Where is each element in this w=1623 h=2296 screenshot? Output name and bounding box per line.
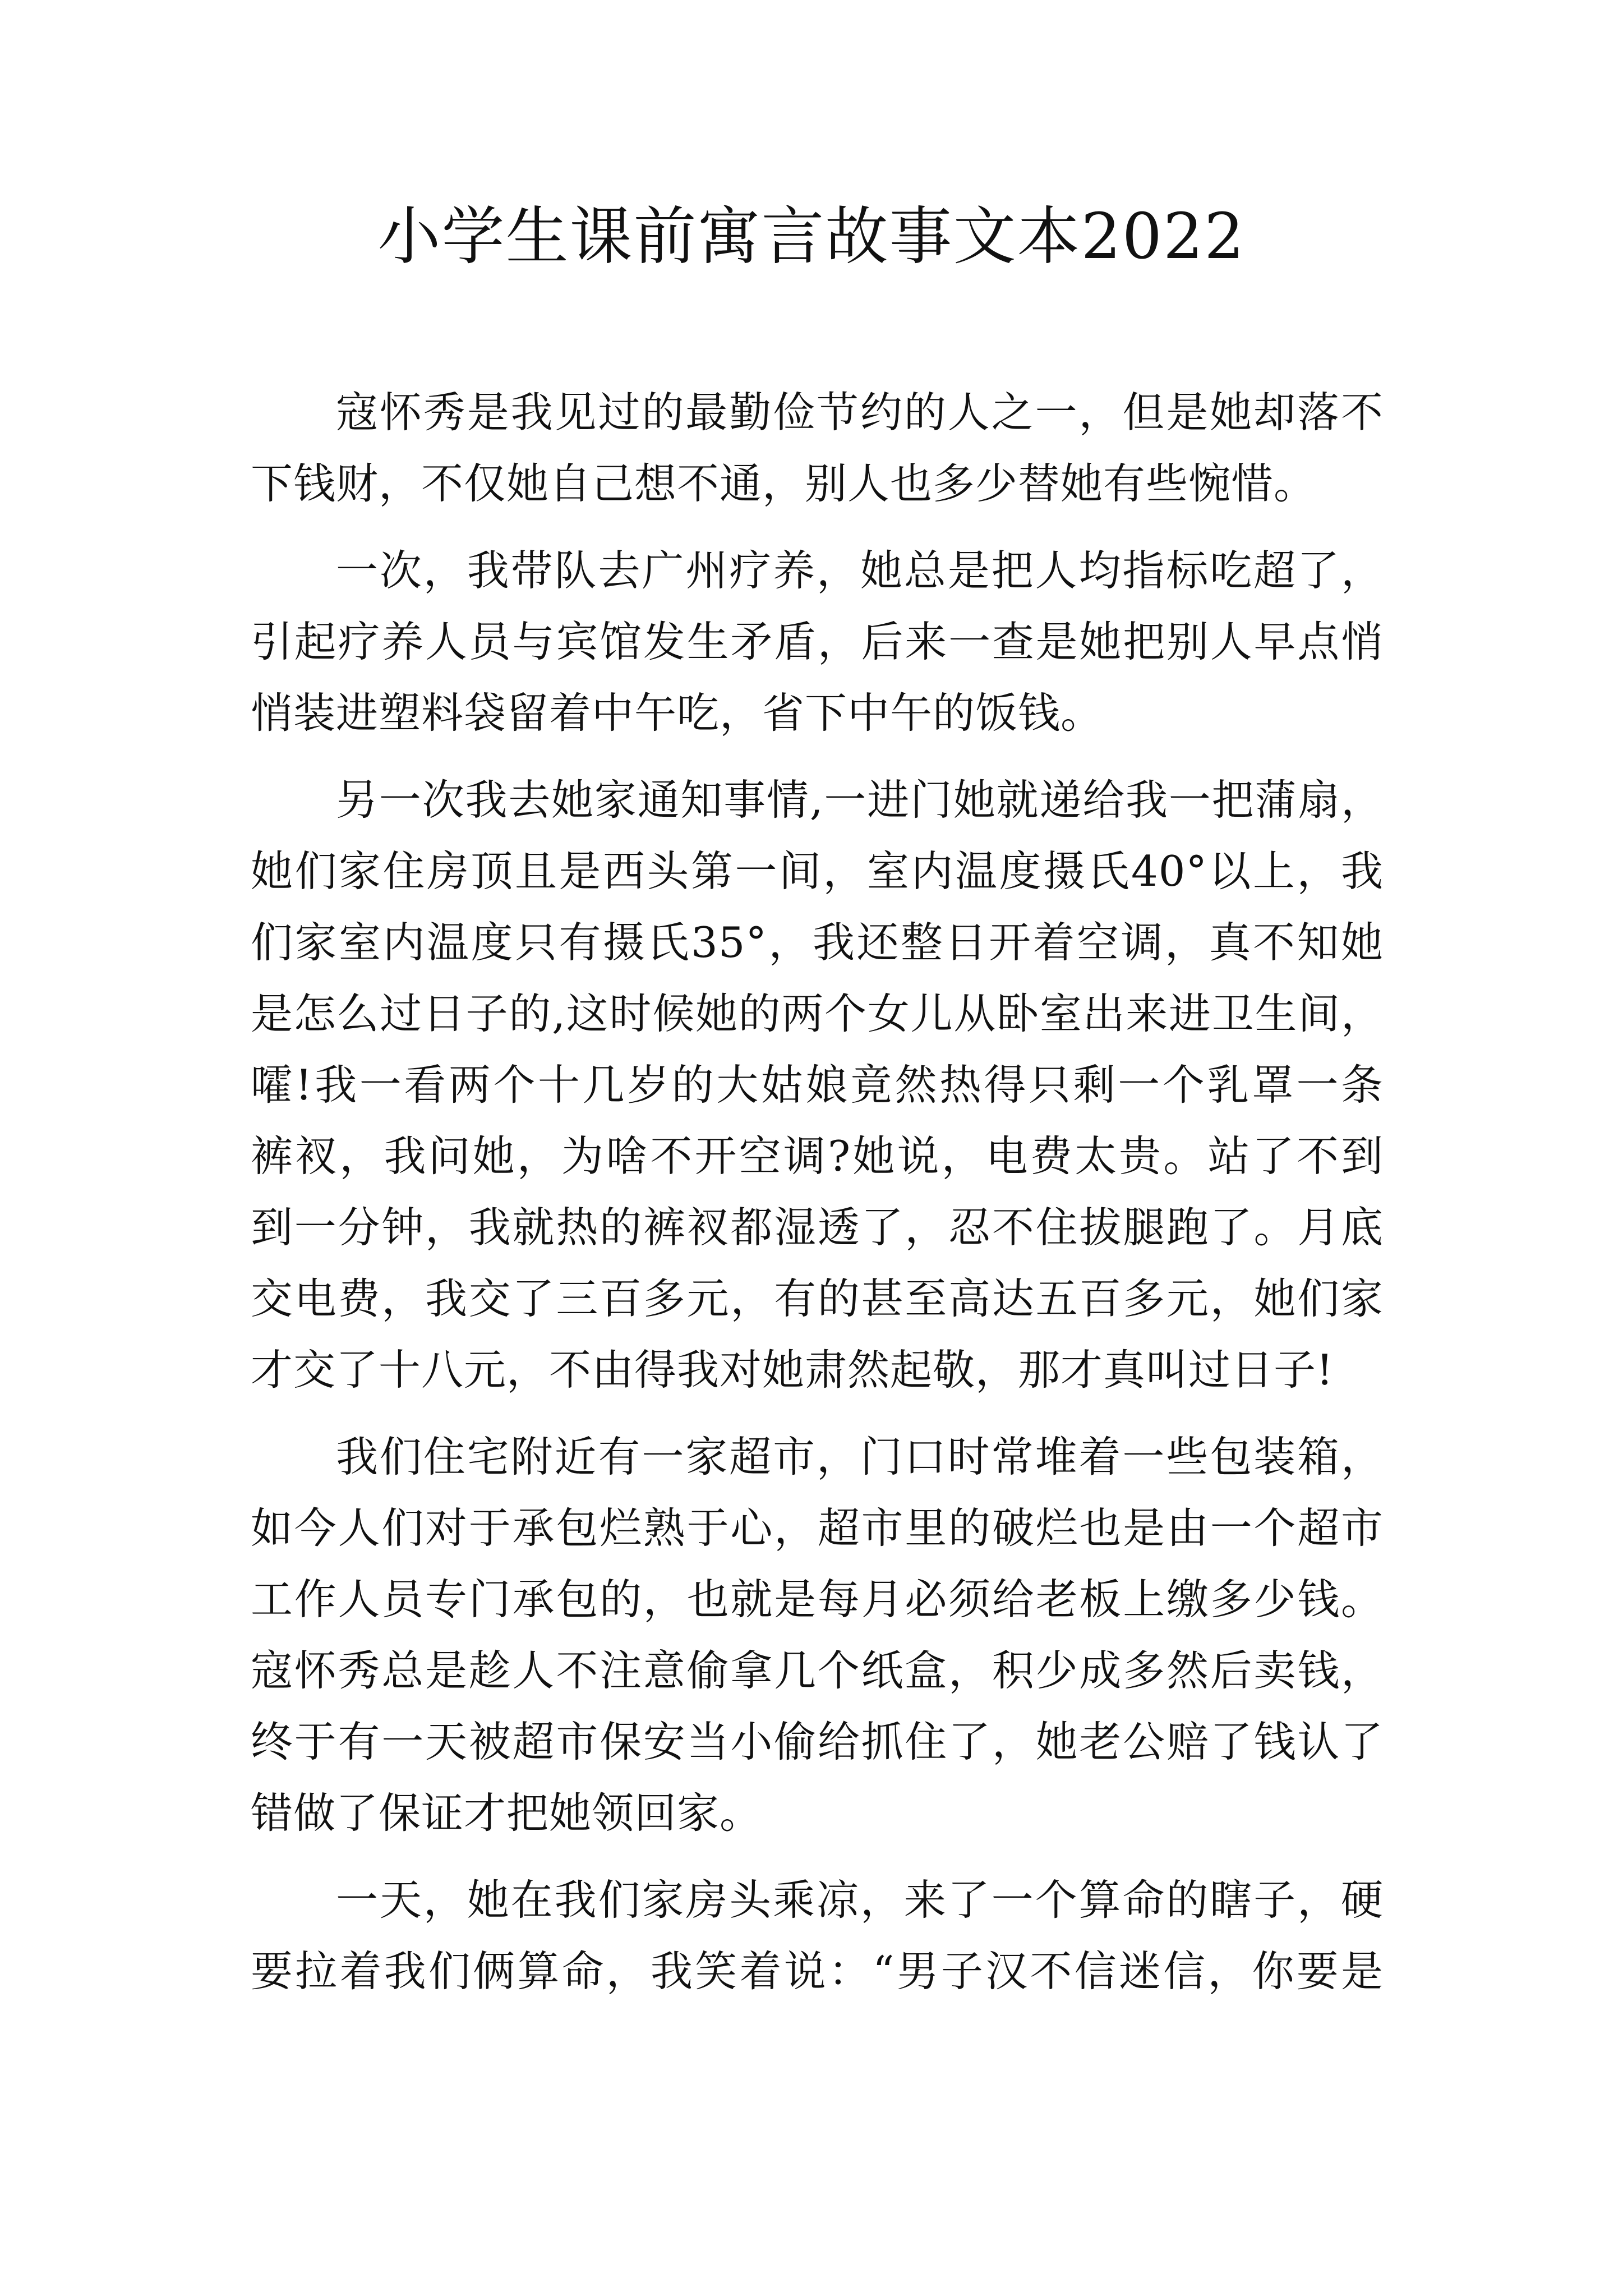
document-body [251, 377, 1384, 2007]
document-title: 小学生课前寓言故事文本2022 [377, 200, 1246, 273]
text-line: 错做了保证才把她领回家。 [251, 1788, 763, 1838]
text-line: 要拉着我们俩算命，我笑着说：“男子汉不信迷信，你要是 [251, 1947, 1384, 1996]
paragraph-gap [251, 1406, 1384, 1421]
text-line: 她们家住房顶且是西头第一间，室内温度摄氏40°以上，我 [251, 846, 1384, 896]
paragraph-gap [251, 1849, 1384, 1865]
text-line: 嚯!我一看两个十几岁的大姑娘竟然热得只剩一个乳罩一条 [251, 1060, 1384, 1110]
text-line: 下钱财，不仅她自己想不通，别人也多少替她有些惋惜。 [251, 459, 1317, 508]
text-line: 一次，我带队去广州疗养，她总是把人均指标吃超了， [336, 546, 1384, 595]
text-line: 一天，她在我们家房头乘凉，来了一个算命的瞎子，硬 [336, 1875, 1384, 1925]
text-line: 终于有一天被超市保安当小偷给抓住了，她老公赔了钱认了 [251, 1717, 1384, 1766]
text-line: 引起疗养人员与宾馆发生矛盾，后来一查是她把别人早点悄 [251, 617, 1384, 666]
paragraph [251, 765, 1384, 1406]
text-line: 才交了十八元，不由得我对她肃然起敬，那才真叫过日子! [251, 1345, 1334, 1395]
text-line: 是怎么过日子的,这时候她的两个女儿从卧室出来进卫生间， [251, 989, 1384, 1038]
text-line: 我们住宅附近有一家超市，门口时常堆着一些包装箱， [336, 1432, 1384, 1481]
text-line: 交电费，我交了三百多元，有的甚至高达五百多元，她们家 [251, 1274, 1384, 1323]
text-line: 寇怀秀是我见过的最勤俭节约的人之一，但是她却落不 [336, 388, 1384, 437]
paragraph [251, 377, 1384, 519]
paragraph-gap [251, 519, 1384, 535]
paragraph [251, 535, 1384, 749]
paragraph-gap [251, 749, 1384, 765]
text-line: 们家室内温度只有摄氏35°，我还整日开着空调，真不知她 [251, 918, 1384, 967]
paragraph [251, 1865, 1384, 2007]
text-line: 悄装进塑料袋留着中午吃，省下中午的饭钱。 [251, 688, 1104, 738]
text-line: 寇怀秀总是趁人不注意偷拿几个纸盒，积少成多然后卖钱， [251, 1646, 1384, 1695]
text-line: 工作人员专门承包的，也就是每月必须给老板上缴多少钱。 [251, 1575, 1384, 1624]
text-line: 如今人们对于承包烂熟于心，超市里的破烂也是由一个超市 [251, 1503, 1384, 1553]
text-line: 到一分钟，我就热的裤衩都湿透了，忍不住拔腿跑了。月底 [251, 1203, 1384, 1252]
text-line: 另一次我去她家通知事情,一进门她就递给我一把蒲扇， [336, 775, 1384, 825]
paragraph [251, 1421, 1384, 1849]
text-line: 裤衩，我问她，为啥不开空调?她说，电费太贵。站了不到 [251, 1131, 1384, 1181]
